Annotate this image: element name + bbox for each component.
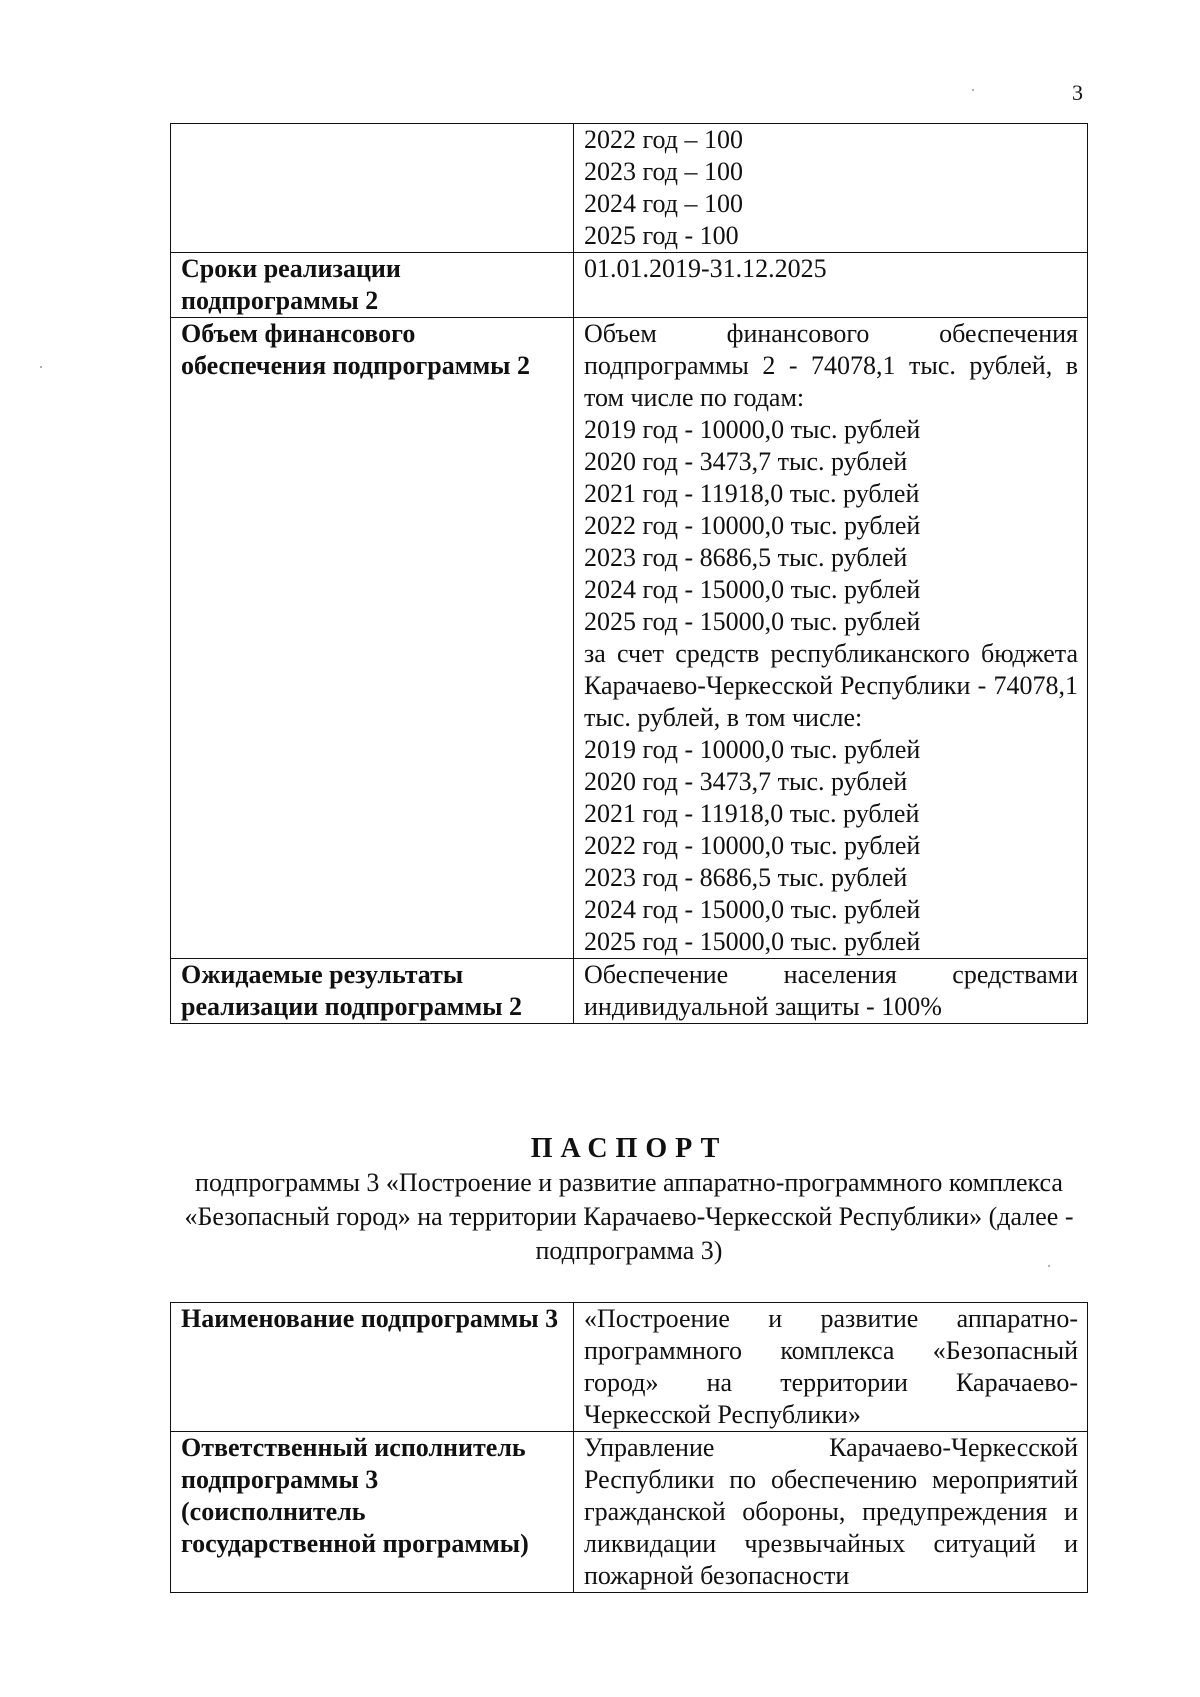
row-value-implementation-period xyxy=(574,253,1088,318)
table-row xyxy=(171,318,1088,959)
row-value-subprogram-name: «Построение и развитие аппаратно-программного комплекса «Безопасный город» на территории Карачаево-Черкесской Республики» xyxy=(574,1303,1088,1432)
row-label-funding-volume: Объем финансового обеспечения подпрограммы 2 xyxy=(171,318,574,959)
row-label-subprogram-name: Наименование подпрограммы 3 xyxy=(171,1303,574,1432)
funding-year-line: 2019 год - 10000,0 тыс. рублей xyxy=(584,415,921,444)
funding-year-line: 2022 год - 10000,0 тыс. рублей xyxy=(584,831,921,860)
funding-year-line: 2023 год - 8686,5 тыс. рублей xyxy=(584,863,908,892)
table-row xyxy=(171,124,1088,253)
year-line: 2025 год - 100 xyxy=(584,221,739,250)
scan-speck xyxy=(1048,1265,1050,1267)
table-row xyxy=(171,1432,1088,1593)
row-value-responsible-executor: Управление Карачаево-Черкесской Республики по обеспечению мероприятий гражданской обороны, предупреждения и ликвидации чрезвычайных ситуаций и пожарной безопасности xyxy=(574,1432,1088,1593)
period-line: 01.01.2019-31.12.2025 xyxy=(584,254,827,283)
scan-speck xyxy=(40,366,42,368)
funding-year-line: 2024 год - 15000,0 тыс. рублей xyxy=(584,895,921,924)
funding-year-line: 2021 год - 11918,0 тыс. рублей xyxy=(584,799,920,828)
table-row xyxy=(171,253,1088,318)
subprogram-3-passport-table xyxy=(170,1302,1088,1593)
scan-speck xyxy=(972,89,974,91)
passport-heading xyxy=(170,1132,1088,1268)
year-line: 2022 год – 100 xyxy=(584,125,743,154)
funding-year-line: 2023 год - 8686,5 тыс. рублей xyxy=(584,543,908,572)
funding-intro: Объем финансового обеспечения подпрограммы 2 - 74078,1 тыс. рублей, в том числе по годам: xyxy=(584,319,1078,412)
row-label-implementation-period: Сроки реализации подпрограммы 2 xyxy=(171,253,574,318)
funding-year-line: 2019 год - 10000,0 тыс. рублей xyxy=(584,735,921,764)
funding-year-line: 2025 год - 15000,0 тыс. рублей xyxy=(584,607,921,636)
year-line: 2024 год – 100 xyxy=(584,189,743,218)
funding-source-text: за счет средств республиканского бюджета Карачаево-Черкесской Республики - 74078,1 тыс. рублей, в том числе: xyxy=(584,639,1078,732)
row-label xyxy=(171,124,574,253)
passport-title: ПАСПОРТ xyxy=(530,1133,728,1164)
table-row xyxy=(171,1303,1088,1432)
funding-year-line: 2021 год - 11918,0 тыс. рублей xyxy=(584,479,920,508)
table-row xyxy=(171,959,1088,1024)
row-value-expected-results: Обеспечение населения средствами индивидуальной защиты - 100% xyxy=(574,959,1088,1024)
passport-subtitle: подпрограммы 3 «Построение и развитие аппаратно-программного комплекса «Безопасный город» на территории Карачаево-Черкесской Республики» (далее - подпрограмма 3) xyxy=(184,1168,1074,1265)
funding-year-line: 2025 год - 15000,0 тыс. рублей xyxy=(584,927,921,956)
funding-year-line: 2020 год - 3473,7 тыс. рублей xyxy=(584,447,908,476)
row-value xyxy=(574,124,1088,253)
row-label-responsible-executor: Ответственный исполнитель подпрограммы 3 (соисполнитель государственной программы) xyxy=(171,1432,574,1593)
funding-year-line: 2020 год - 3473,7 тыс. рублей xyxy=(584,767,908,796)
funding-year-line: 2022 год - 10000,0 тыс. рублей xyxy=(584,511,921,540)
row-label-expected-results: Ожидаемые результаты реализации подпрограммы 2 xyxy=(171,959,574,1024)
subprogram-2-passport-table xyxy=(170,123,1088,1024)
funding-year-line: 2024 год - 15000,0 тыс. рублей xyxy=(584,575,921,604)
row-value-funding-volume xyxy=(574,318,1088,959)
page-number: 3 xyxy=(1072,80,1083,105)
year-line: 2023 год – 100 xyxy=(584,157,743,186)
